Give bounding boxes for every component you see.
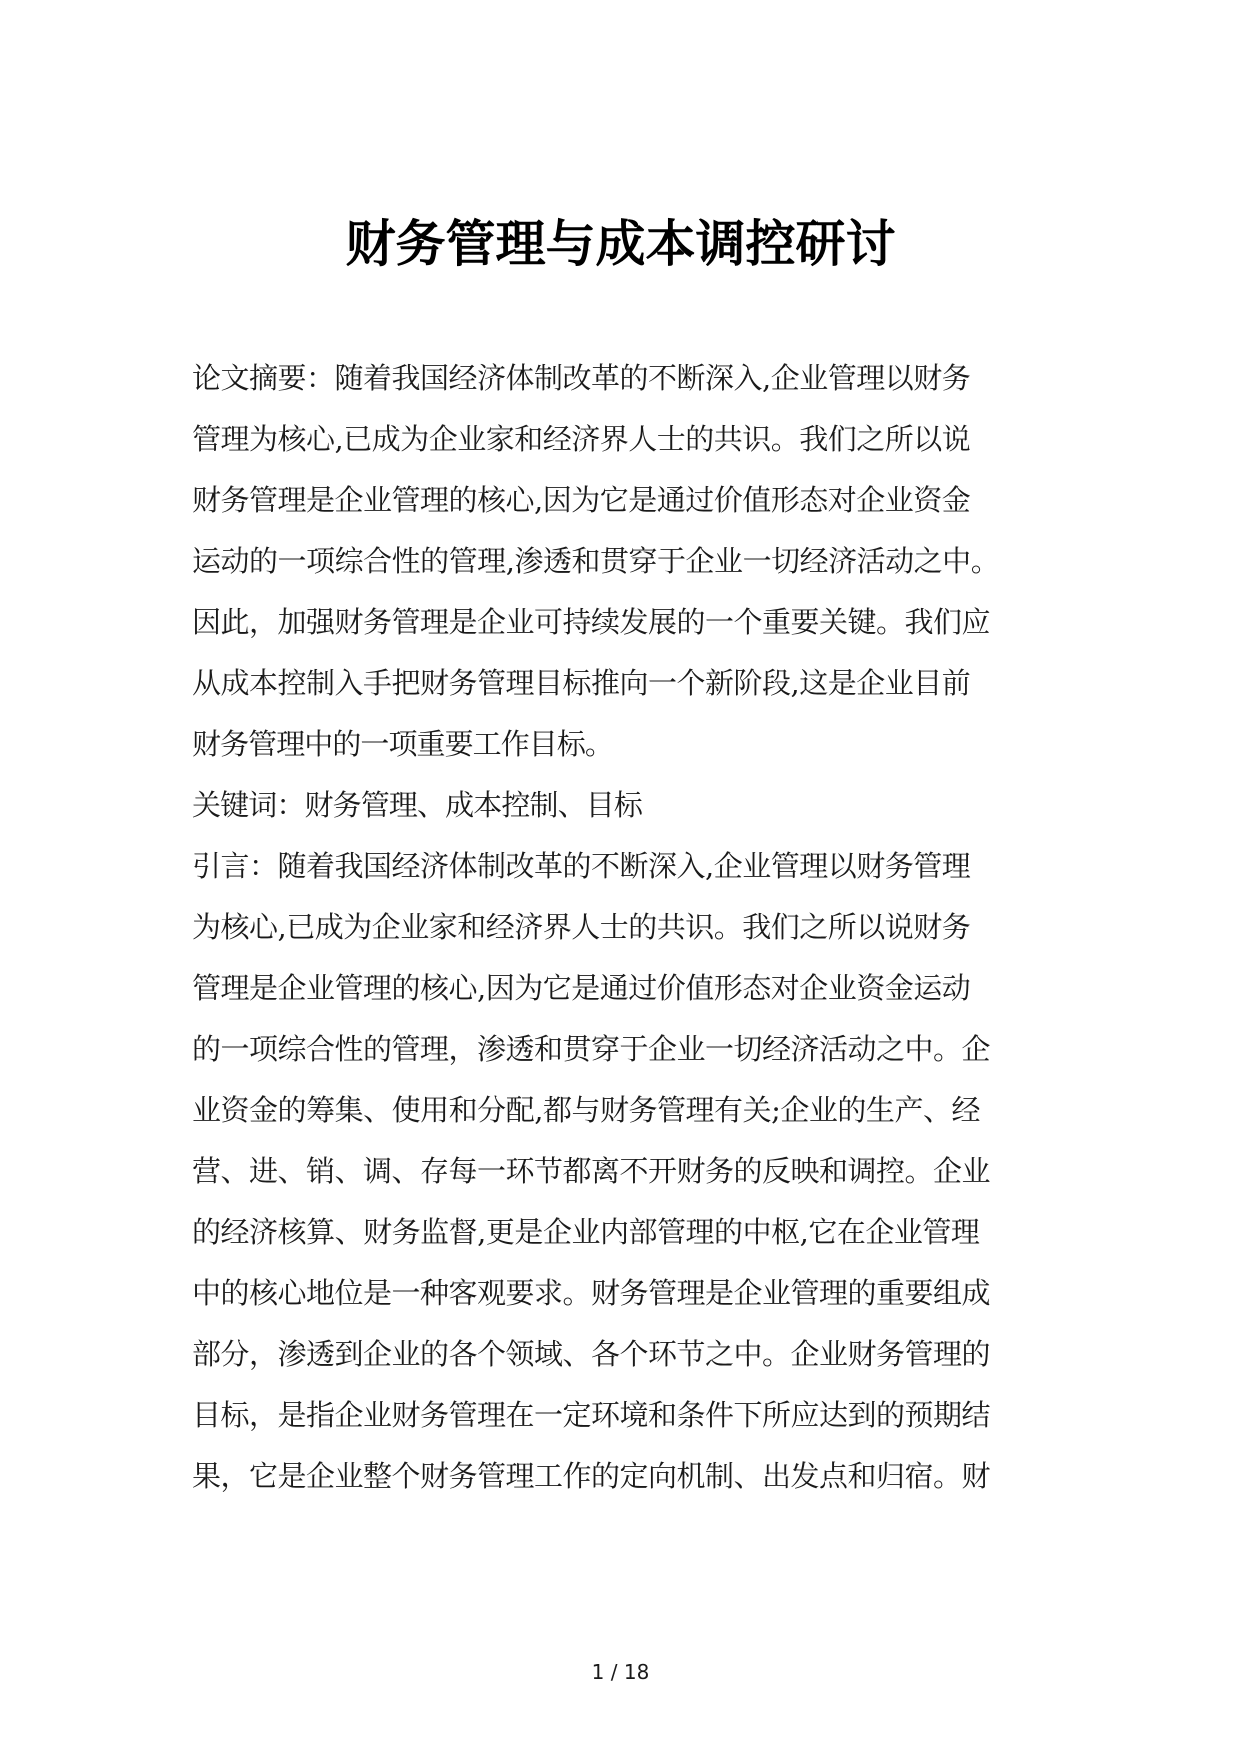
text-line: 的一项综合性的管理，渗透和贯穿于企业一切经济活动之中。企 bbox=[192, 1032, 991, 1066]
text-line: 从成本控制入手把财务管理目标推向一个新阶段,这是企业目前 bbox=[192, 666, 971, 700]
page-number: 1 / 18 bbox=[591, 1660, 650, 1684]
text-line: 目标，是指企业财务管理在一定环境和条件下所应达到的预期结 bbox=[192, 1398, 991, 1432]
text-line: 管理为核心,已成为企业家和经济界人士的共识。我们之所以说 bbox=[192, 422, 971, 456]
document-body bbox=[192, 358, 1072, 1517]
text-line: 业资金的筹集、使用和分配,都与财务管理有关;企业的生产、经 bbox=[192, 1093, 980, 1127]
keywords-line: 关键词：财务管理、成本控制、目标 bbox=[192, 788, 643, 822]
text-line: 部分，渗透到企业的各个领域、各个环节之中。企业财务管理的 bbox=[192, 1337, 991, 1371]
text-line: 引言：随着我国经济体制改革的不断深入,企业管理以财务管理 bbox=[192, 849, 971, 883]
text-line: 果，它是企业整个财务管理工作的定向机制、出发点和归宿。财 bbox=[192, 1459, 991, 1493]
text-line: 运动的一项综合性的管理,渗透和贯穿于企业一切经济活动之中。 bbox=[192, 544, 1000, 578]
text-line: 的经济核算、财务监督,更是企业内部管理的中枢,它在企业管理 bbox=[192, 1215, 980, 1249]
document-title: 财务管理与成本调控研讨 bbox=[345, 215, 896, 273]
text-line: 营、进、销、调、存每一环节都离不开财务的反映和调控。企业 bbox=[192, 1154, 991, 1188]
text-line: 财务管理是企业管理的核心,因为它是通过价值形态对企业资金 bbox=[192, 483, 971, 517]
text-line: 为核心,已成为企业家和经济界人士的共识。我们之所以说财务 bbox=[192, 910, 971, 944]
text-line: 中的核心地位是一种客观要求。财务管理是企业管理的重要组成 bbox=[192, 1276, 991, 1310]
text-line: 论文摘要：随着我国经济体制改革的不断深入,企业管理以财务 bbox=[192, 361, 971, 395]
text-line: 财务管理中的一项重要工作目标。 bbox=[192, 727, 614, 761]
text-line: 管理是企业管理的核心,因为它是通过价值形态对企业资金运动 bbox=[192, 971, 971, 1005]
text-line: 因此，加强财务管理是企业可持续发展的一个重要关键。我们应 bbox=[192, 605, 991, 639]
